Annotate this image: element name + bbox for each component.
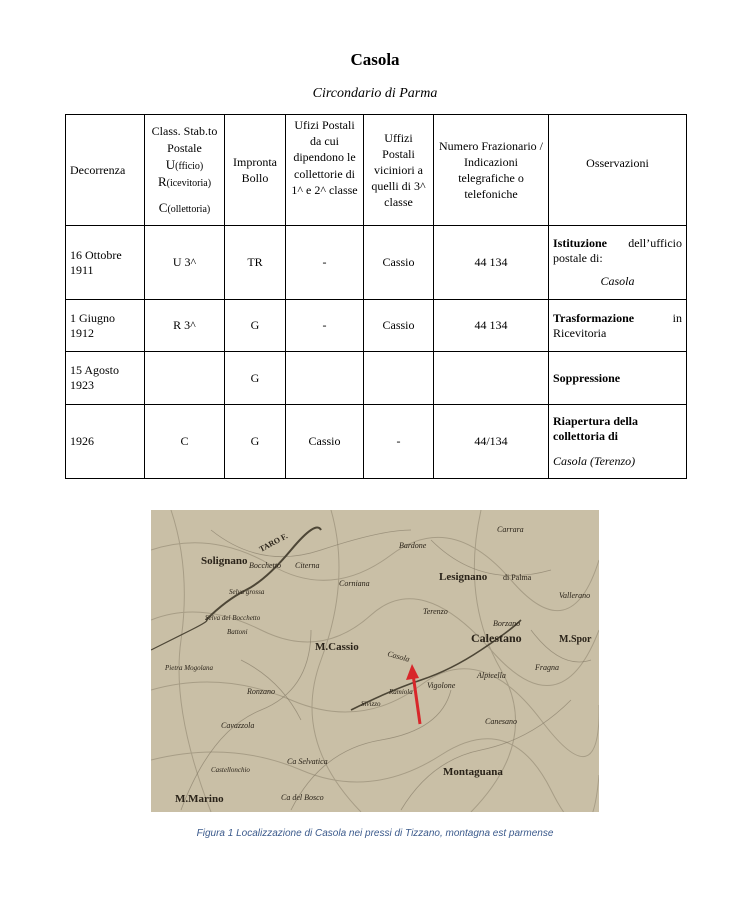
map-label-taro: TARO F. xyxy=(257,531,290,554)
map-svg xyxy=(151,510,599,812)
header-decorrenza: Decorrenza xyxy=(66,115,145,226)
map-label-ca-del-bosco: Ca del Bosco xyxy=(281,793,324,802)
row-uffizi: Cassio xyxy=(364,226,434,300)
row-osservazioni xyxy=(549,300,687,352)
map-label-carrara: Carrara xyxy=(497,525,524,534)
header-ufizi: Ufizi Postali da cui dipendono le collettorie di 1^ e 2^ classe xyxy=(286,115,364,226)
row-ufizi: - xyxy=(286,226,364,300)
row-osservazioni xyxy=(549,352,687,405)
header-impronta: Impronta Bollo xyxy=(225,115,286,226)
row-osservazioni xyxy=(549,226,687,300)
map-label-casola: Casola xyxy=(386,649,411,664)
map-label-bardone: Bardone xyxy=(399,541,427,550)
map-label-citerna: Citerna xyxy=(295,561,320,570)
row-decorrenza: 1926 xyxy=(66,405,145,479)
row-numero xyxy=(434,352,549,405)
table-row xyxy=(66,300,687,352)
row-bollo: G xyxy=(225,300,286,352)
map-label-ronzano: Ronzano xyxy=(247,687,275,696)
row-decorrenza: 15 Agosto 1923 xyxy=(66,352,145,405)
row-uffizi: - xyxy=(364,405,434,479)
map-label-m-marino: M.Marino xyxy=(175,793,224,805)
map-label-di-palma: di Palma xyxy=(503,573,532,582)
header-class-line2: Postale xyxy=(167,140,202,155)
map-label-alpicella: Alpicella xyxy=(477,671,506,680)
header-class-r-rest: (icevitoria) xyxy=(166,178,212,190)
postal-history-table xyxy=(65,114,687,479)
row-uffizi xyxy=(364,352,434,405)
oss-bold: Riapertura della collettoria di xyxy=(553,414,638,443)
row-ufizi xyxy=(286,352,364,405)
row-classe: U 3^ xyxy=(145,226,225,300)
row-numero: 44 134 xyxy=(434,226,549,300)
map-label-vigolone: Vigolone xyxy=(427,681,456,690)
map-label-lesignano: Lesignano xyxy=(439,571,488,583)
header-class-r-letter: R xyxy=(157,174,167,190)
oss-bold: Trasformazione xyxy=(553,310,635,325)
map-label-pietra-mogolana: Pietra Mogolana xyxy=(165,664,214,672)
map-label-ca-selvatica: Ca Selvatica xyxy=(287,757,328,766)
oss-bold: Soppressione xyxy=(553,370,621,385)
header-uffizi: Uffizi Postali viciniori a quelli di 3^ classe xyxy=(364,115,434,226)
row-bollo: G xyxy=(225,352,286,405)
map-label-fragna: Fragna xyxy=(535,663,559,672)
map-label-solignano: Solignano xyxy=(201,555,248,567)
header-class-u-rest: (fficio) xyxy=(175,160,204,172)
map-label-castellonchio: Castellonchio xyxy=(211,766,250,774)
map-label-canesano: Canesano xyxy=(485,717,517,726)
map-label-montaguana: Montaguana xyxy=(443,766,503,778)
page-subtitle: Circondario di Parma xyxy=(312,86,438,101)
oss-place: Casola (Terenzo) xyxy=(553,454,636,468)
header-class-u-letter: U xyxy=(165,156,176,172)
map-label-sivizzo: Sivizzo xyxy=(361,700,381,708)
oss-place: Casola xyxy=(600,274,635,288)
header-osservazioni: Osservazioni xyxy=(549,115,687,226)
map-label-calestano: Calestano xyxy=(471,631,522,645)
map-label-battoni: Battoni xyxy=(227,628,248,636)
oss-line2: postale di: xyxy=(553,251,603,265)
map-label-corniana: Corniana xyxy=(339,579,370,588)
row-classe: C xyxy=(145,405,225,479)
header-class-c-letter: C xyxy=(158,199,168,215)
table-row xyxy=(66,352,687,405)
map-label-selva-grossa: Selva grossa xyxy=(229,588,265,596)
map-label-m-cassio: M.Cassio xyxy=(315,641,359,653)
map-label-selva-del-bocchetto: Selva del Bocchetto xyxy=(205,614,261,622)
row-ufizi: Cassio xyxy=(286,405,364,479)
table-header-row xyxy=(66,115,687,226)
map-label-m-spor: M.Spor xyxy=(559,634,592,645)
oss-line2: Ricevitoria xyxy=(553,325,607,340)
figure-caption: Figura 1 Localizzazione di Casola nei pressi di Tizzano, montagna est parmense xyxy=(196,828,554,839)
row-classe: R 3^ xyxy=(145,300,225,352)
map-label-cavazzola: Cavazzola xyxy=(221,721,255,730)
historic-map xyxy=(151,510,599,812)
row-uffizi: Cassio xyxy=(364,300,434,352)
header-class xyxy=(145,115,225,226)
header-class-c-rest: (ollettoria) xyxy=(167,203,211,215)
oss-bold: Istituzione xyxy=(553,236,607,250)
map-label-bocchetto: Bocchetto xyxy=(249,561,281,570)
map-label-vallerano: Vallerano xyxy=(559,591,591,600)
oss-word: in xyxy=(672,310,682,325)
header-class-line1: Class. Stab.to xyxy=(151,124,218,139)
row-numero: 44 134 xyxy=(434,300,549,352)
row-bollo: TR xyxy=(225,226,286,300)
oss-word: dell’ufficio xyxy=(628,236,682,250)
row-classe xyxy=(145,352,225,405)
row-numero: 44/134 xyxy=(434,405,549,479)
map-label-ramiola: Ramiola xyxy=(389,688,413,696)
row-ufizi: - xyxy=(286,300,364,352)
row-decorrenza: 16 Ottobre 1911 xyxy=(66,226,145,300)
row-bollo: G xyxy=(225,405,286,479)
row-decorrenza: 1 Giugno 1912 xyxy=(66,300,145,352)
map-label-borzano: Borzano xyxy=(493,619,521,628)
page-title: Casola xyxy=(350,50,400,69)
row-osservazioni xyxy=(549,405,687,479)
header-numero: Numero Frazionario / Indicazioni telegrafiche o telefoniche xyxy=(434,115,549,226)
table-row xyxy=(66,405,687,479)
map-label-terenzo: Terenzo xyxy=(423,607,448,616)
table-row xyxy=(66,226,687,300)
